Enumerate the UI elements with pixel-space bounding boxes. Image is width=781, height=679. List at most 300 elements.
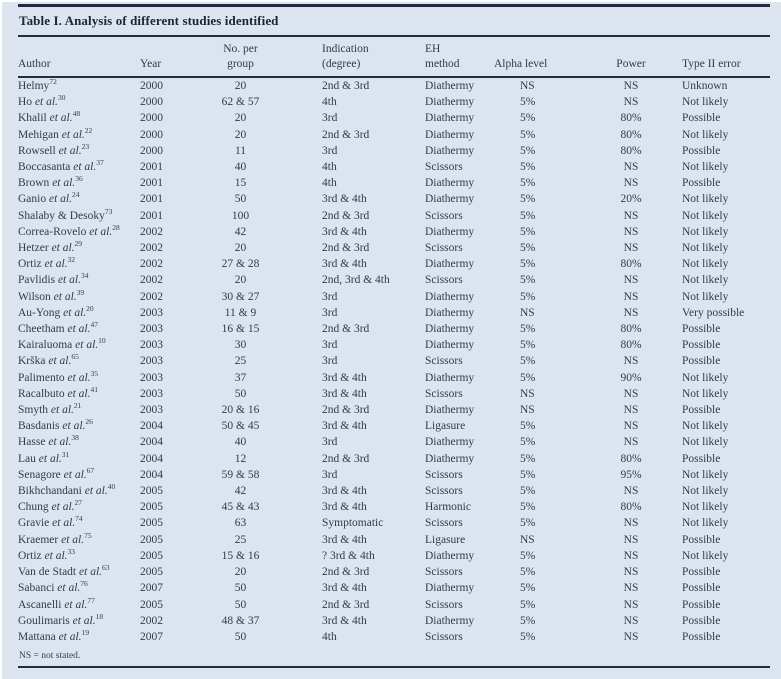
- author-cell: [18, 629, 140, 645]
- author-cell: [18, 305, 140, 321]
- type-ii-error-cell: Not likely: [682, 161, 729, 174]
- eh-method-cell: Diathermy: [425, 225, 475, 238]
- no-per-group-cell: 30: [234, 339, 247, 352]
- type-ii-error-cell: Possible: [682, 144, 721, 157]
- author-etal: et al.: [69, 614, 96, 627]
- type-ii-error-cell: Possible: [682, 177, 721, 190]
- reference-number: 22: [84, 125, 93, 135]
- no-per-group-cell: 50: [234, 387, 247, 400]
- author-cell: [18, 94, 140, 110]
- eh-method-cell: Harmonic: [425, 501, 471, 514]
- author-name: Correa-Rovelo: [18, 225, 87, 238]
- indication-cell: ? 3rd & 4th: [322, 549, 375, 562]
- table-row: [18, 305, 770, 321]
- alpha-level-cell: 5%: [520, 225, 536, 238]
- reference-number: 29: [74, 239, 83, 249]
- year-cell: 2007: [140, 630, 163, 643]
- no-per-group-cell: 59 & 58: [221, 468, 260, 481]
- eh-method-cell: Scissors: [425, 209, 463, 222]
- type-ii-error-cell: Not likely: [682, 225, 729, 238]
- table-row: [18, 483, 770, 499]
- year-cell: 2005: [140, 598, 163, 611]
- author-name: Kairaluoma: [18, 339, 73, 352]
- indication-cell: 3rd & 4th: [322, 582, 367, 595]
- eh-method-cell: Diathermy: [425, 193, 475, 206]
- author-cell: [18, 434, 140, 450]
- indication-cell: 4th: [322, 177, 337, 190]
- table-row: [18, 434, 770, 450]
- indication-cell: 3rd: [322, 355, 338, 368]
- table-row: [18, 499, 770, 515]
- no-per-group-cell: 62 & 57: [221, 96, 260, 109]
- author-cell: [18, 208, 140, 224]
- author-name: Ortiz: [18, 549, 42, 562]
- indication-cell: 3rd: [322, 290, 338, 303]
- author-cell: [18, 548, 140, 564]
- indication-cell: 3rd & 4th: [322, 193, 367, 206]
- column-header-alpha-level: Alpha level: [494, 58, 548, 70]
- indication-cell: 3rd: [322, 436, 338, 449]
- author-name: Ho: [18, 96, 33, 109]
- indication-cell: 2nd, 3rd & 4th: [322, 274, 390, 287]
- author-cell: [18, 564, 140, 580]
- author-cell: [18, 224, 140, 240]
- reference-number: 48: [72, 109, 81, 119]
- alpha-level-cell: 5%: [520, 598, 536, 611]
- author-etal: et al.: [49, 177, 76, 190]
- year-cell: 2004: [140, 468, 163, 481]
- alpha-level-cell: 5%: [520, 144, 536, 157]
- author-cell: [18, 127, 140, 143]
- author-etal: et al.: [41, 258, 68, 271]
- eh-method-cell: Diathermy: [425, 80, 475, 92]
- type-ii-error-cell: Possible: [682, 404, 721, 417]
- reference-number: 36: [75, 174, 83, 184]
- author-etal: et al.: [45, 355, 72, 368]
- alpha-level-cell: NS: [520, 533, 535, 546]
- year-cell: 2005: [140, 566, 163, 579]
- table-row: [18, 321, 770, 337]
- table-panel: [2, 2, 781, 679]
- column-header-author: Author: [18, 58, 51, 70]
- table-row: [18, 353, 770, 369]
- author-name: Khalil: [18, 112, 47, 125]
- author-cell: [18, 321, 140, 337]
- type-ii-error-cell: Possible: [682, 339, 721, 352]
- indication-cell: Symptomatic: [322, 517, 384, 530]
- reference-number: 35: [90, 368, 99, 378]
- author-name: Krška: [18, 355, 46, 368]
- author-etal: et al.: [50, 290, 77, 303]
- author-name: Chung: [18, 501, 49, 514]
- author-name: Au-Yong: [18, 306, 61, 319]
- type-ii-error-cell: Not likely: [682, 501, 729, 514]
- no-per-group-cell: 15 & 16: [221, 549, 260, 562]
- author-name: Brown: [18, 177, 50, 190]
- table-row: [18, 467, 770, 483]
- alpha-level-cell: 5%: [520, 242, 536, 255]
- reference-number: 38: [71, 433, 79, 443]
- type-ii-error-cell: Possible: [682, 598, 721, 611]
- author-cell: [18, 370, 140, 386]
- reference-number: 30: [57, 93, 66, 103]
- author-etal: et al.: [54, 582, 81, 595]
- author-etal: et al.: [64, 323, 91, 336]
- power-cell: NS: [623, 274, 639, 287]
- year-cell: 2005: [140, 501, 163, 514]
- author-name: Ortiz: [18, 258, 42, 271]
- table-footnote: NS = not stated.: [19, 651, 81, 662]
- no-per-group-cell: 20: [234, 274, 247, 287]
- alpha-level-cell: 5%: [520, 566, 536, 579]
- author-cell: [18, 402, 140, 418]
- indication-cell: 3rd: [322, 339, 338, 352]
- year-cell: 2003: [140, 323, 163, 336]
- power-cell: 80%: [620, 144, 642, 157]
- author-name: Basdanis: [18, 420, 60, 433]
- type-ii-error-cell: Not likely: [682, 96, 729, 109]
- indication-cell: 2nd & 3rd: [322, 80, 370, 92]
- no-per-group-cell: 25: [234, 533, 247, 546]
- alpha-level-cell: 5%: [520, 161, 536, 174]
- type-ii-error-cell: Not likely: [682, 258, 729, 271]
- author-cell: [18, 386, 140, 402]
- year-cell: 2003: [140, 339, 163, 352]
- power-cell: 80%: [620, 323, 642, 336]
- table-row: [18, 451, 770, 467]
- reference-number: 28: [112, 223, 120, 232]
- reference-number: 41: [90, 385, 98, 395]
- author-cell: [18, 289, 140, 305]
- bottom-rule: [18, 666, 770, 668]
- indication-cell: 3rd & 4th: [322, 533, 367, 546]
- no-per-group-cell: 20 & 16: [221, 404, 260, 417]
- reference-number: 21: [73, 401, 82, 411]
- alpha-level-cell: NS: [520, 306, 535, 319]
- studies-table: [18, 37, 770, 76]
- alpha-level-cell: NS: [520, 80, 535, 92]
- eh-method-cell: Scissors: [425, 274, 463, 287]
- indication-cell: 2nd & 3rd: [322, 209, 370, 222]
- author-etal: et al.: [64, 371, 91, 384]
- no-per-group-cell: 45 & 43: [221, 501, 260, 514]
- type-ii-error-cell: Not likely: [682, 193, 729, 206]
- author-name: Gravie: [18, 517, 50, 530]
- reference-number: 75: [84, 530, 92, 540]
- year-cell: 2007: [140, 582, 163, 595]
- eh-method-cell: Diathermy: [425, 339, 475, 352]
- type-ii-error-cell: Not likely: [682, 209, 729, 222]
- author-etal: et al.: [59, 420, 86, 433]
- reference-number: 40: [107, 482, 116, 492]
- year-cell: 2001: [140, 161, 163, 174]
- author-etal: et al.: [48, 404, 74, 417]
- eh-method-cell: Ligasure: [425, 533, 466, 546]
- type-ii-error-cell: Unknown: [682, 80, 728, 92]
- author-etal: et al.: [46, 112, 73, 125]
- eh-method-cell: Scissors: [425, 242, 463, 255]
- no-per-group-cell: 30 & 27: [221, 290, 260, 303]
- author-etal: et al.: [35, 452, 62, 465]
- author-name: Racalbuto: [18, 387, 65, 400]
- type-ii-error-cell: Not likely: [682, 290, 729, 303]
- table-row: [18, 515, 770, 531]
- type-ii-error-cell: Not likely: [682, 242, 729, 255]
- reference-number: 77: [87, 595, 95, 605]
- alpha-level-cell: 5%: [520, 128, 536, 141]
- no-per-group-cell: 50: [234, 193, 247, 206]
- table-title: Table I. Analysis of different studies identified: [19, 13, 279, 28]
- author-etal: et al.: [41, 549, 68, 562]
- reference-number: 63: [102, 563, 110, 573]
- no-per-group-cell: 15: [234, 177, 247, 190]
- header-row: [18, 37, 770, 76]
- table-row: [18, 564, 770, 580]
- author-cell: [18, 159, 140, 175]
- author-etal: et al.: [76, 566, 103, 579]
- table-row: [18, 143, 770, 159]
- eh-method-cell: Diathermy: [425, 323, 475, 336]
- indication-cell: 2nd & 3rd: [322, 566, 370, 579]
- no-per-group-cell: 16 & 15: [221, 323, 260, 336]
- reference-number: 73: [104, 206, 113, 216]
- eh-method-cell: Diathermy: [425, 614, 475, 627]
- author-name: Mattana: [18, 630, 56, 643]
- eh-method-cell: Scissors: [425, 598, 463, 611]
- author-name: Ganio: [18, 193, 47, 206]
- type-ii-error-cell: Possible: [682, 112, 721, 125]
- no-per-group-cell: 42: [234, 485, 247, 498]
- alpha-level-cell: 5%: [520, 339, 536, 352]
- alpha-level-cell: 5%: [520, 630, 536, 643]
- type-ii-error-cell: Very possible: [682, 306, 745, 319]
- alpha-level-cell: 5%: [520, 96, 536, 109]
- year-cell: 2002: [140, 242, 163, 255]
- indication-cell: 3rd: [322, 306, 338, 319]
- author-cell: [18, 256, 140, 272]
- power-cell: NS: [623, 80, 639, 92]
- table-row: [18, 532, 770, 548]
- no-per-group-cell: 25: [234, 355, 247, 368]
- author-cell: [18, 532, 140, 548]
- author-cell: [18, 175, 140, 191]
- eh-method-cell: Diathermy: [425, 371, 475, 384]
- type-ii-error-cell: Not likely: [682, 517, 729, 530]
- author-name: Ascanelli: [18, 598, 62, 611]
- type-ii-error-cell: Possible: [682, 566, 721, 579]
- reference-number: 33: [67, 547, 76, 557]
- eh-method-cell: Diathermy: [425, 436, 475, 449]
- year-cell: 2003: [140, 371, 163, 384]
- power-cell: NS: [623, 549, 639, 562]
- year-cell: 2004: [140, 420, 163, 433]
- power-cell: NS: [623, 420, 639, 433]
- year-cell: 2004: [140, 452, 163, 465]
- author-etal: et al.: [49, 517, 76, 530]
- power-cell: 80%: [620, 501, 642, 514]
- power-cell: NS: [623, 306, 639, 319]
- power-cell: NS: [623, 242, 639, 255]
- column-header-year: Year: [140, 58, 162, 70]
- author-etal: et al.: [72, 339, 99, 352]
- power-cell: NS: [623, 96, 639, 109]
- power-cell: NS: [623, 290, 639, 303]
- alpha-level-cell: 5%: [520, 258, 536, 271]
- no-per-group-cell: 50 & 45: [221, 420, 260, 433]
- no-per-group-cell: 50: [234, 582, 247, 595]
- indication-cell: 4th: [322, 161, 337, 174]
- power-cell: 80%: [620, 339, 642, 352]
- author-etal: et al.: [58, 128, 85, 141]
- indication-cell: 3rd & 4th: [322, 258, 367, 271]
- author-cell: [18, 597, 140, 613]
- author-cell: [18, 467, 140, 483]
- year-cell: 2000: [140, 96, 163, 109]
- power-cell: NS: [623, 582, 639, 595]
- alpha-level-cell: 5%: [520, 517, 536, 530]
- type-ii-error-cell: Not likely: [682, 274, 729, 287]
- author-name: Sabanci: [18, 582, 55, 595]
- reference-number: 31: [61, 449, 70, 459]
- author-name: Helmy: [18, 80, 50, 92]
- eh-method-cell: Diathermy: [425, 582, 475, 595]
- author-etal: et al.: [32, 96, 58, 109]
- eh-method-cell: Diathermy: [425, 452, 475, 465]
- alpha-level-cell: 5%: [520, 274, 536, 287]
- type-ii-error-cell: Possible: [682, 614, 721, 627]
- author-etal: et al.: [55, 274, 81, 287]
- power-cell: NS: [623, 517, 639, 530]
- indication-cell: 4th: [322, 630, 337, 643]
- power-cell: 80%: [620, 128, 642, 141]
- no-per-group-cell: 37: [234, 371, 247, 384]
- type-ii-error-cell: Not likely: [682, 485, 729, 498]
- alpha-level-cell: 5%: [520, 549, 536, 562]
- power-cell: 95%: [620, 468, 642, 481]
- alpha-level-cell: 5%: [520, 468, 536, 481]
- indication-cell: 2nd & 3rd: [322, 323, 370, 336]
- author-etal: et al.: [60, 306, 87, 319]
- alpha-level-cell: 5%: [520, 209, 536, 222]
- author-name: Pavlidis: [18, 274, 56, 287]
- table-row: [18, 580, 770, 596]
- year-cell: 2002: [140, 274, 163, 287]
- author-name: Smyth: [18, 404, 49, 417]
- indication-cell: 3rd & 4th: [322, 371, 367, 384]
- no-per-group-cell: 11: [234, 144, 247, 157]
- author-cell: [18, 78, 140, 94]
- studies-table-body: [18, 78, 770, 645]
- author-etal: et al.: [55, 144, 82, 157]
- alpha-level-cell: 5%: [520, 420, 536, 433]
- table-row: [18, 78, 770, 94]
- indication-cell: 3rd & 4th: [322, 225, 367, 238]
- year-cell: 2003: [140, 306, 163, 319]
- no-per-group-cell: 27 & 28: [221, 258, 260, 271]
- author-etal: et al.: [45, 436, 72, 449]
- reference-number: 74: [75, 514, 83, 524]
- reference-number: 37: [96, 158, 104, 168]
- alpha-level-cell: 5%: [520, 290, 536, 303]
- year-cell: 2004: [140, 436, 163, 449]
- reference-number: 19: [81, 628, 90, 638]
- author-name: Kraemer: [18, 533, 59, 546]
- no-per-group-cell: 20: [234, 566, 247, 579]
- alpha-level-cell: 5%: [520, 112, 536, 125]
- table-body: [18, 78, 770, 645]
- eh-method-cell: Diathermy: [425, 128, 475, 141]
- year-cell: 2002: [140, 614, 163, 627]
- eh-method-cell: Scissors: [425, 517, 463, 530]
- year-cell: 2002: [140, 258, 163, 271]
- table-row: [18, 191, 770, 207]
- year-cell: 2005: [140, 549, 163, 562]
- table-row: [18, 224, 770, 240]
- no-per-group-cell: 12: [234, 452, 247, 465]
- indication-cell: 2nd & 3rd: [322, 242, 370, 255]
- year-cell: 2000: [140, 112, 163, 125]
- no-per-group-cell: 20: [234, 112, 247, 125]
- indication-cell: 3rd: [322, 112, 338, 125]
- power-cell: NS: [623, 485, 639, 498]
- power-cell: NS: [623, 225, 639, 238]
- year-cell: 2000: [140, 128, 163, 141]
- table-row: [18, 386, 770, 402]
- author-etal: et al.: [48, 501, 75, 514]
- no-per-group-cell: 11 & 9: [224, 306, 257, 319]
- author-name: Mehigan: [18, 128, 59, 141]
- no-per-group-cell: 63: [234, 517, 247, 530]
- table-row: [18, 110, 770, 126]
- author-cell: [18, 191, 140, 207]
- column-header-power: Power: [616, 58, 646, 70]
- indication-cell: 2nd & 3rd: [322, 452, 370, 465]
- year-cell: 2005: [140, 517, 163, 530]
- eh-method-cell: Diathermy: [425, 290, 475, 303]
- alpha-level-cell: 5%: [520, 452, 536, 465]
- reference-number: 47: [90, 320, 98, 330]
- type-ii-error-cell: Not likely: [682, 549, 729, 562]
- author-etal: et al.: [70, 161, 97, 174]
- year-cell: 2003: [140, 387, 163, 400]
- table-row: [18, 175, 770, 191]
- reference-number: 18: [95, 611, 104, 621]
- power-cell: 80%: [620, 112, 642, 125]
- author-cell: [18, 337, 140, 353]
- table-row: [18, 159, 770, 175]
- power-cell: NS: [623, 598, 639, 611]
- power-cell: NS: [623, 566, 639, 579]
- no-per-group-cell: 50: [234, 598, 247, 611]
- type-ii-error-cell: Not likely: [682, 436, 729, 449]
- year-cell: 2000: [140, 80, 163, 92]
- type-ii-error-cell: Possible: [682, 533, 721, 546]
- author-etal: et al.: [81, 485, 108, 498]
- indication-cell: 2nd & 3rd: [322, 128, 370, 141]
- author-etal: et al.: [48, 242, 75, 255]
- author-name: Senagore: [18, 468, 61, 481]
- power-cell: 80%: [620, 452, 642, 465]
- author-name: Bikhchandani: [18, 485, 82, 498]
- power-cell: NS: [623, 404, 639, 417]
- no-per-group-cell: 50: [234, 630, 247, 643]
- no-per-group-cell: 100: [231, 209, 250, 222]
- indication-cell: 3rd: [322, 144, 338, 157]
- column-header-no-per-group: No. per group: [223, 43, 258, 70]
- indication-cell: 3rd & 4th: [322, 501, 367, 514]
- year-cell: 2002: [140, 225, 163, 238]
- author-etal: et al.: [60, 468, 87, 481]
